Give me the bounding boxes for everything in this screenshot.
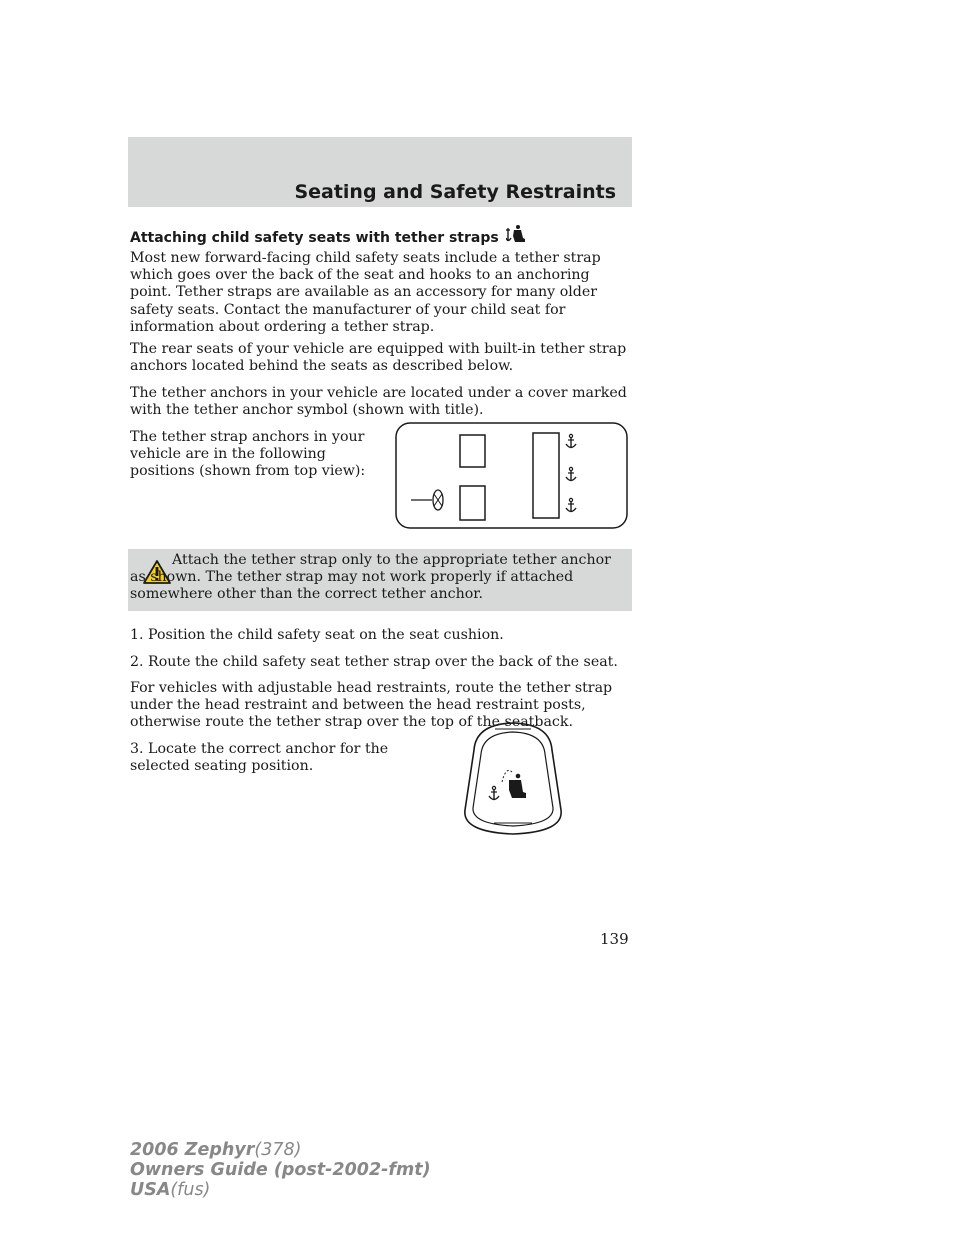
tether-anchor-cover-illustration bbox=[454, 720, 572, 842]
section-heading bbox=[130, 224, 630, 248]
rear-bench-seat bbox=[533, 433, 559, 518]
header-band bbox=[128, 137, 632, 207]
paragraph-rear-seats: The rear seats of your vehicle are equipped with built-in tether strap anchors located behind the seats as described below. bbox=[130, 341, 627, 375]
paragraph-anchor-positions: The tether strap anchors in your vehicle are in the following positions (shown from top view): bbox=[130, 429, 366, 480]
anchor-icon bbox=[489, 786, 499, 800]
steering-wheel-icon bbox=[411, 490, 443, 510]
child-seat-icon bbox=[502, 770, 526, 798]
front-seat-left bbox=[460, 486, 485, 520]
vehicle-outline bbox=[396, 423, 627, 528]
section-heading-text: Attaching child safety seats with tether straps bbox=[130, 230, 499, 246]
anchor-icon bbox=[566, 498, 576, 512]
page-title: Seating and Safety Restraints bbox=[294, 181, 616, 203]
child-seat-tether-icon bbox=[506, 224, 526, 248]
tether-anchor-diagram bbox=[395, 422, 629, 534]
paragraph-head-restraints: For vehicles with adjustable head restraints, route the tether strap under the head restraint and between the head restraint posts, otherwise route the tether strap over the top of the seatback. bbox=[130, 680, 613, 731]
step-2: 2. Route the child safety seat tether strap over the back of the seat. bbox=[130, 654, 618, 670]
footer-line-3: USA(fus) bbox=[130, 1180, 211, 1200]
anchor-icon bbox=[566, 467, 576, 481]
footer-line-2: Owners Guide (post-2002-fmt) bbox=[130, 1160, 431, 1180]
paragraph-tether-intro: Most new forward-facing child safety seats include a tether strap which goes over the back of the seat and hooks to an anchoring point. Tether straps are available as an accessory for many older safety seats. Contact the manufacturer of your child seat for information about ordering a tether strap. bbox=[130, 250, 601, 335]
step-1: 1. Position the child safety seat on the seat cushion. bbox=[130, 627, 504, 643]
warning-box bbox=[128, 549, 632, 611]
footer-line-1: 2006 Zephyr(378) bbox=[130, 1140, 302, 1160]
front-seat-right bbox=[460, 435, 485, 467]
step-3: 3. Locate the correct anchor for the selected seating position. bbox=[130, 741, 389, 775]
document-footer bbox=[130, 1140, 431, 1200]
anchor-icon bbox=[566, 434, 576, 448]
warning-text: Attach the tether strap only to the appropriate tether anchor as shown. The tether strap may not work properly if attached somewhere other than the correct tether anchor. bbox=[130, 552, 611, 603]
paragraph-anchor-cover: The tether anchors in your vehicle are located under a cover marked with the tether anchor symbol (shown with title). bbox=[130, 385, 627, 419]
page-number: 139 bbox=[600, 930, 629, 948]
